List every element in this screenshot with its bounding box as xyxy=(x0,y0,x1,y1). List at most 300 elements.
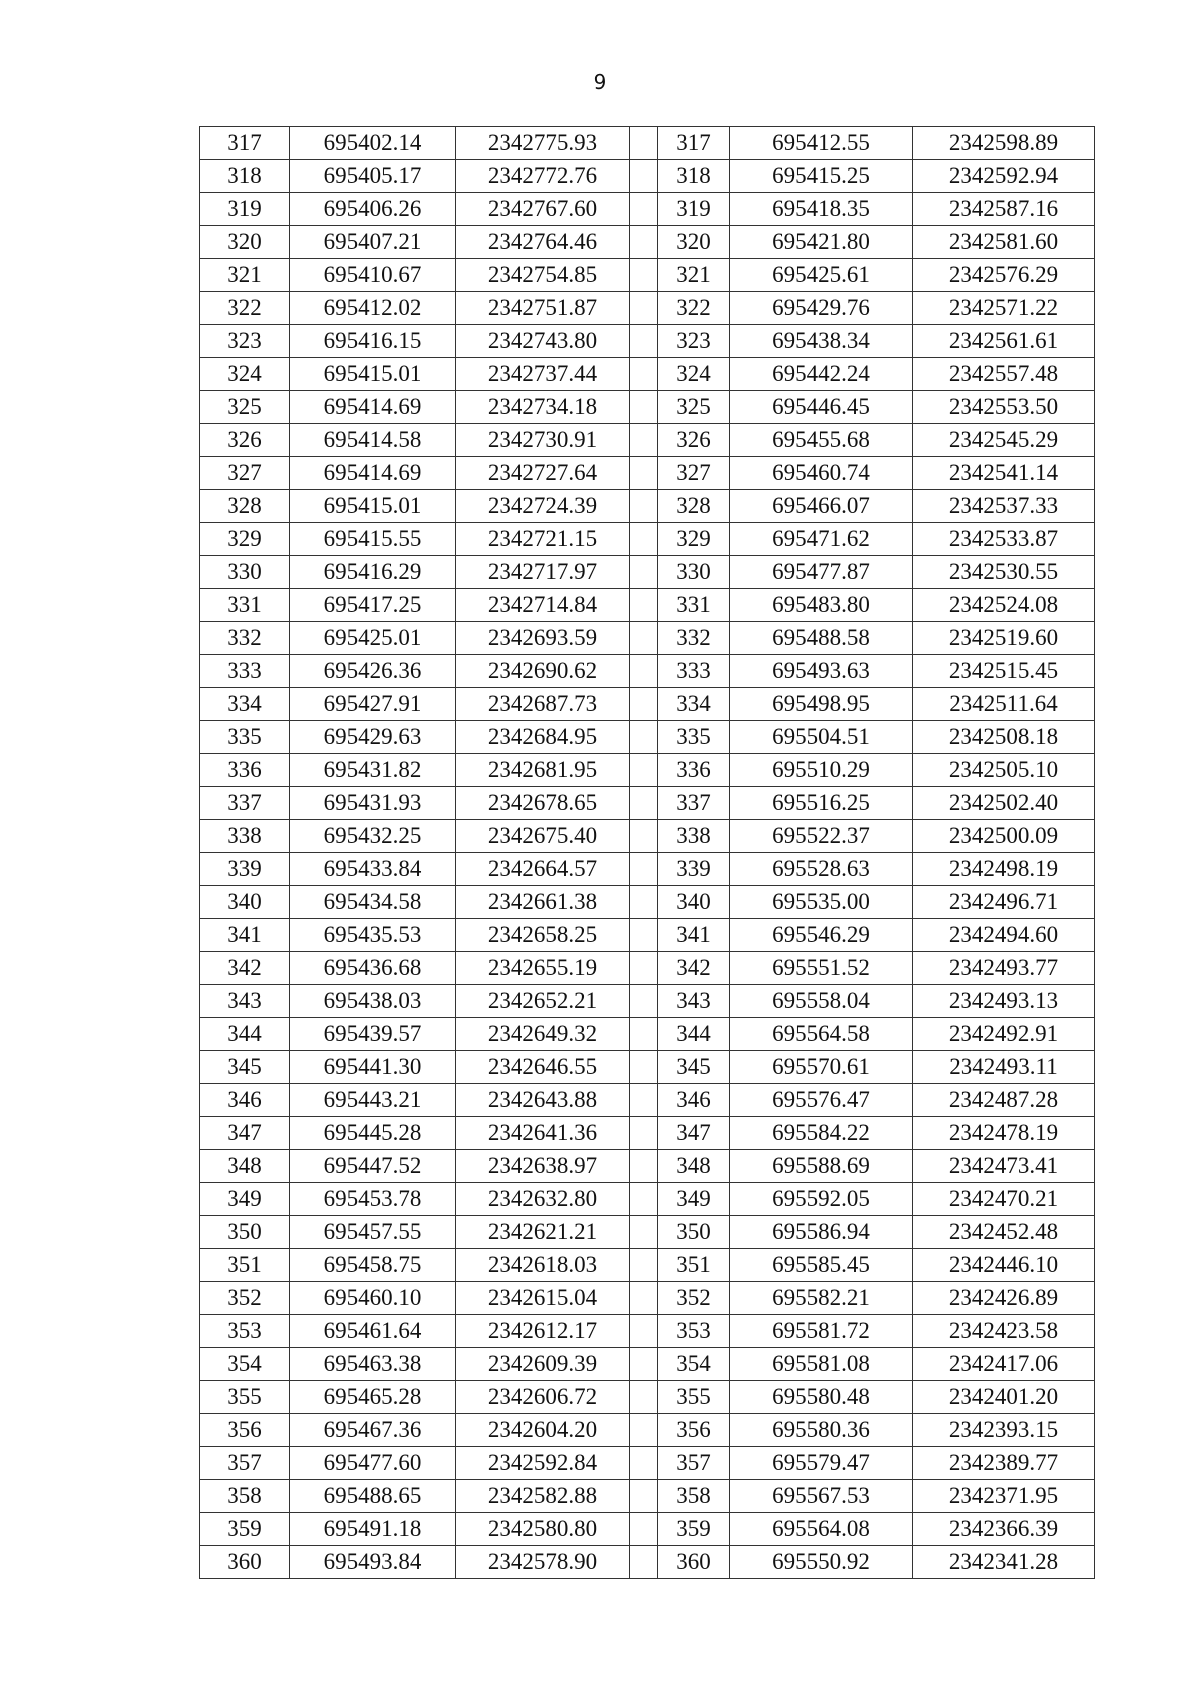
left-x-coordinate-cell: 695416.29 xyxy=(290,556,456,589)
spacer-cell xyxy=(630,358,658,391)
left-y-coordinate-cell: 2342743.80 xyxy=(456,325,630,358)
right-point-number-cell: 356 xyxy=(658,1414,730,1447)
page-number: 9 xyxy=(593,70,607,94)
right-x-coordinate-cell: 695466.07 xyxy=(730,490,913,523)
table-row xyxy=(200,1315,1095,1348)
left-x-coordinate-cell: 695416.15 xyxy=(290,325,456,358)
right-y-coordinate-cell: 2342533.87 xyxy=(913,523,1095,556)
spacer-cell xyxy=(630,259,658,292)
left-y-coordinate-cell: 2342751.87 xyxy=(456,292,630,325)
left-y-coordinate-cell: 2342675.40 xyxy=(456,820,630,853)
right-point-number-cell: 330 xyxy=(658,556,730,589)
spacer-cell xyxy=(630,1513,658,1546)
right-y-coordinate-cell: 2342494.60 xyxy=(913,919,1095,952)
table-row xyxy=(200,655,1095,688)
table-row xyxy=(200,754,1095,787)
right-x-coordinate-cell: 695438.34 xyxy=(730,325,913,358)
left-point-number-cell: 317 xyxy=(200,127,290,160)
left-point-number-cell: 355 xyxy=(200,1381,290,1414)
spacer-cell xyxy=(630,391,658,424)
left-y-coordinate-cell: 2342772.76 xyxy=(456,160,630,193)
table-row xyxy=(200,1150,1095,1183)
right-x-coordinate-cell: 695581.08 xyxy=(730,1348,913,1381)
spacer-cell xyxy=(630,721,658,754)
right-point-number-cell: 354 xyxy=(658,1348,730,1381)
left-point-number-cell: 343 xyxy=(200,985,290,1018)
right-x-coordinate-cell: 695442.24 xyxy=(730,358,913,391)
table-row xyxy=(200,1381,1095,1414)
right-y-coordinate-cell: 2342426.89 xyxy=(913,1282,1095,1315)
left-y-coordinate-cell: 2342632.80 xyxy=(456,1183,630,1216)
table-row xyxy=(200,259,1095,292)
right-y-coordinate-cell: 2342524.08 xyxy=(913,589,1095,622)
table-row xyxy=(200,589,1095,622)
table-row xyxy=(200,820,1095,853)
left-point-number-cell: 347 xyxy=(200,1117,290,1150)
left-y-coordinate-cell: 2342727.64 xyxy=(456,457,630,490)
table-row xyxy=(200,523,1095,556)
spacer-cell xyxy=(630,622,658,655)
table-row xyxy=(200,853,1095,886)
right-x-coordinate-cell: 695579.47 xyxy=(730,1447,913,1480)
left-x-coordinate-cell: 695415.01 xyxy=(290,490,456,523)
table-row xyxy=(200,292,1095,325)
right-x-coordinate-cell: 695488.58 xyxy=(730,622,913,655)
left-x-coordinate-cell: 695431.93 xyxy=(290,787,456,820)
right-x-coordinate-cell: 695510.29 xyxy=(730,754,913,787)
right-point-number-cell: 320 xyxy=(658,226,730,259)
left-y-coordinate-cell: 2342737.44 xyxy=(456,358,630,391)
left-x-coordinate-cell: 695402.14 xyxy=(290,127,456,160)
table-row xyxy=(200,919,1095,952)
left-x-coordinate-cell: 695443.21 xyxy=(290,1084,456,1117)
left-y-coordinate-cell: 2342649.32 xyxy=(456,1018,630,1051)
table-row xyxy=(200,1249,1095,1282)
left-point-number-cell: 322 xyxy=(200,292,290,325)
right-x-coordinate-cell: 695580.36 xyxy=(730,1414,913,1447)
left-y-coordinate-cell: 2342693.59 xyxy=(456,622,630,655)
spacer-cell xyxy=(630,919,658,952)
left-point-number-cell: 320 xyxy=(200,226,290,259)
right-point-number-cell: 329 xyxy=(658,523,730,556)
table-row xyxy=(200,1084,1095,1117)
left-point-number-cell: 344 xyxy=(200,1018,290,1051)
spacer-cell xyxy=(630,1216,658,1249)
right-y-coordinate-cell: 2342341.28 xyxy=(913,1546,1095,1579)
left-x-coordinate-cell: 695453.78 xyxy=(290,1183,456,1216)
left-y-coordinate-cell: 2342775.93 xyxy=(456,127,630,160)
right-y-coordinate-cell: 2342473.41 xyxy=(913,1150,1095,1183)
left-point-number-cell: 348 xyxy=(200,1150,290,1183)
right-point-number-cell: 346 xyxy=(658,1084,730,1117)
right-y-coordinate-cell: 2342515.45 xyxy=(913,655,1095,688)
table-row xyxy=(200,424,1095,457)
right-x-coordinate-cell: 695551.52 xyxy=(730,952,913,985)
right-y-coordinate-cell: 2342366.39 xyxy=(913,1513,1095,1546)
right-point-number-cell: 343 xyxy=(658,985,730,1018)
left-y-coordinate-cell: 2342606.72 xyxy=(456,1381,630,1414)
left-y-coordinate-cell: 2342615.04 xyxy=(456,1282,630,1315)
left-point-number-cell: 345 xyxy=(200,1051,290,1084)
left-x-coordinate-cell: 695407.21 xyxy=(290,226,456,259)
left-x-coordinate-cell: 695438.03 xyxy=(290,985,456,1018)
left-y-coordinate-cell: 2342578.90 xyxy=(456,1546,630,1579)
right-point-number-cell: 337 xyxy=(658,787,730,820)
left-x-coordinate-cell: 695493.84 xyxy=(290,1546,456,1579)
left-x-coordinate-cell: 695414.69 xyxy=(290,457,456,490)
right-point-number-cell: 349 xyxy=(658,1183,730,1216)
left-y-coordinate-cell: 2342592.84 xyxy=(456,1447,630,1480)
table-row xyxy=(200,1414,1095,1447)
left-y-coordinate-cell: 2342609.39 xyxy=(456,1348,630,1381)
spacer-cell xyxy=(630,1315,658,1348)
spacer-cell xyxy=(630,1051,658,1084)
right-x-coordinate-cell: 695477.87 xyxy=(730,556,913,589)
left-y-coordinate-cell: 2342717.97 xyxy=(456,556,630,589)
left-point-number-cell: 358 xyxy=(200,1480,290,1513)
right-point-number-cell: 318 xyxy=(658,160,730,193)
left-x-coordinate-cell: 695491.18 xyxy=(290,1513,456,1546)
left-x-coordinate-cell: 695406.26 xyxy=(290,193,456,226)
table-row xyxy=(200,886,1095,919)
table-row xyxy=(200,985,1095,1018)
right-y-coordinate-cell: 2342553.50 xyxy=(913,391,1095,424)
left-point-number-cell: 337 xyxy=(200,787,290,820)
left-point-number-cell: 334 xyxy=(200,688,290,721)
left-y-coordinate-cell: 2342604.20 xyxy=(456,1414,630,1447)
left-point-number-cell: 321 xyxy=(200,259,290,292)
left-point-number-cell: 323 xyxy=(200,325,290,358)
right-y-coordinate-cell: 2342557.48 xyxy=(913,358,1095,391)
right-point-number-cell: 341 xyxy=(658,919,730,952)
right-y-coordinate-cell: 2342571.22 xyxy=(913,292,1095,325)
spacer-cell xyxy=(630,688,658,721)
right-x-coordinate-cell: 695570.61 xyxy=(730,1051,913,1084)
right-point-number-cell: 335 xyxy=(658,721,730,754)
table-row xyxy=(200,193,1095,226)
table-row xyxy=(200,1216,1095,1249)
left-y-coordinate-cell: 2342678.65 xyxy=(456,787,630,820)
left-point-number-cell: 327 xyxy=(200,457,290,490)
right-x-coordinate-cell: 695586.94 xyxy=(730,1216,913,1249)
right-y-coordinate-cell: 2342592.94 xyxy=(913,160,1095,193)
spacer-cell xyxy=(630,1447,658,1480)
left-x-coordinate-cell: 695405.17 xyxy=(290,160,456,193)
right-x-coordinate-cell: 695415.25 xyxy=(730,160,913,193)
table-row xyxy=(200,556,1095,589)
right-x-coordinate-cell: 695425.61 xyxy=(730,259,913,292)
right-y-coordinate-cell: 2342561.61 xyxy=(913,325,1095,358)
right-point-number-cell: 324 xyxy=(658,358,730,391)
left-point-number-cell: 324 xyxy=(200,358,290,391)
table-row xyxy=(200,1546,1095,1579)
left-point-number-cell: 359 xyxy=(200,1513,290,1546)
left-point-number-cell: 336 xyxy=(200,754,290,787)
left-x-coordinate-cell: 695426.36 xyxy=(290,655,456,688)
left-x-coordinate-cell: 695461.64 xyxy=(290,1315,456,1348)
left-point-number-cell: 349 xyxy=(200,1183,290,1216)
right-x-coordinate-cell: 695592.05 xyxy=(730,1183,913,1216)
right-x-coordinate-cell: 695446.45 xyxy=(730,391,913,424)
spacer-cell xyxy=(630,1117,658,1150)
spacer-cell xyxy=(630,226,658,259)
right-y-coordinate-cell: 2342389.77 xyxy=(913,1447,1095,1480)
spacer-cell xyxy=(630,754,658,787)
right-y-coordinate-cell: 2342545.29 xyxy=(913,424,1095,457)
left-point-number-cell: 360 xyxy=(200,1546,290,1579)
right-y-coordinate-cell: 2342581.60 xyxy=(913,226,1095,259)
left-y-coordinate-cell: 2342767.60 xyxy=(456,193,630,226)
left-x-coordinate-cell: 695412.02 xyxy=(290,292,456,325)
right-x-coordinate-cell: 695585.45 xyxy=(730,1249,913,1282)
left-y-coordinate-cell: 2342621.21 xyxy=(456,1216,630,1249)
right-y-coordinate-cell: 2342502.40 xyxy=(913,787,1095,820)
table-row xyxy=(200,1480,1095,1513)
table-row xyxy=(200,1117,1095,1150)
left-x-coordinate-cell: 695447.52 xyxy=(290,1150,456,1183)
table-row xyxy=(200,1513,1095,1546)
right-x-coordinate-cell: 695471.62 xyxy=(730,523,913,556)
left-point-number-cell: 326 xyxy=(200,424,290,457)
spacer-cell xyxy=(630,1249,658,1282)
left-y-coordinate-cell: 2342714.84 xyxy=(456,589,630,622)
right-point-number-cell: 352 xyxy=(658,1282,730,1315)
right-y-coordinate-cell: 2342537.33 xyxy=(913,490,1095,523)
spacer-cell xyxy=(630,160,658,193)
right-x-coordinate-cell: 695564.58 xyxy=(730,1018,913,1051)
left-point-number-cell: 335 xyxy=(200,721,290,754)
right-point-number-cell: 350 xyxy=(658,1216,730,1249)
left-point-number-cell: 353 xyxy=(200,1315,290,1348)
table-row xyxy=(200,358,1095,391)
table-row xyxy=(200,1183,1095,1216)
left-x-coordinate-cell: 695463.38 xyxy=(290,1348,456,1381)
left-y-coordinate-cell: 2342690.62 xyxy=(456,655,630,688)
table-row xyxy=(200,787,1095,820)
left-y-coordinate-cell: 2342612.17 xyxy=(456,1315,630,1348)
right-y-coordinate-cell: 2342446.10 xyxy=(913,1249,1095,1282)
left-point-number-cell: 356 xyxy=(200,1414,290,1447)
table-row xyxy=(200,952,1095,985)
left-y-coordinate-cell: 2342582.88 xyxy=(456,1480,630,1513)
left-y-coordinate-cell: 2342618.03 xyxy=(456,1249,630,1282)
left-y-coordinate-cell: 2342643.88 xyxy=(456,1084,630,1117)
right-y-coordinate-cell: 2342371.95 xyxy=(913,1480,1095,1513)
right-x-coordinate-cell: 695498.95 xyxy=(730,688,913,721)
left-point-number-cell: 342 xyxy=(200,952,290,985)
right-point-number-cell: 357 xyxy=(658,1447,730,1480)
right-point-number-cell: 326 xyxy=(658,424,730,457)
table-row xyxy=(200,391,1095,424)
right-x-coordinate-cell: 695582.21 xyxy=(730,1282,913,1315)
table-row xyxy=(200,1348,1095,1381)
left-x-coordinate-cell: 695435.53 xyxy=(290,919,456,952)
left-x-coordinate-cell: 695414.58 xyxy=(290,424,456,457)
left-x-coordinate-cell: 695415.01 xyxy=(290,358,456,391)
left-x-coordinate-cell: 695415.55 xyxy=(290,523,456,556)
left-y-coordinate-cell: 2342664.57 xyxy=(456,853,630,886)
spacer-cell xyxy=(630,589,658,622)
left-x-coordinate-cell: 695434.58 xyxy=(290,886,456,919)
left-point-number-cell: 357 xyxy=(200,1447,290,1480)
right-y-coordinate-cell: 2342452.48 xyxy=(913,1216,1095,1249)
spacer-cell xyxy=(630,1183,658,1216)
spacer-cell xyxy=(630,292,658,325)
right-x-coordinate-cell: 695483.80 xyxy=(730,589,913,622)
right-y-coordinate-cell: 2342587.16 xyxy=(913,193,1095,226)
left-x-coordinate-cell: 695465.28 xyxy=(290,1381,456,1414)
right-point-number-cell: 360 xyxy=(658,1546,730,1579)
table-row xyxy=(200,127,1095,160)
left-point-number-cell: 350 xyxy=(200,1216,290,1249)
right-x-coordinate-cell: 695460.74 xyxy=(730,457,913,490)
right-x-coordinate-cell: 695567.53 xyxy=(730,1480,913,1513)
right-x-coordinate-cell: 695588.69 xyxy=(730,1150,913,1183)
right-point-number-cell: 333 xyxy=(658,655,730,688)
right-y-coordinate-cell: 2342493.77 xyxy=(913,952,1095,985)
table-row xyxy=(200,1282,1095,1315)
left-x-coordinate-cell: 695433.84 xyxy=(290,853,456,886)
left-point-number-cell: 333 xyxy=(200,655,290,688)
spacer-cell xyxy=(630,424,658,457)
right-y-coordinate-cell: 2342498.19 xyxy=(913,853,1095,886)
spacer-cell xyxy=(630,523,658,556)
coordinate-table xyxy=(199,126,1095,1579)
left-x-coordinate-cell: 695441.30 xyxy=(290,1051,456,1084)
table-row xyxy=(200,622,1095,655)
left-point-number-cell: 330 xyxy=(200,556,290,589)
right-point-number-cell: 338 xyxy=(658,820,730,853)
right-y-coordinate-cell: 2342470.21 xyxy=(913,1183,1095,1216)
right-y-coordinate-cell: 2342478.19 xyxy=(913,1117,1095,1150)
right-x-coordinate-cell: 695550.92 xyxy=(730,1546,913,1579)
left-x-coordinate-cell: 695488.65 xyxy=(290,1480,456,1513)
spacer-cell xyxy=(630,1381,658,1414)
left-y-coordinate-cell: 2342681.95 xyxy=(456,754,630,787)
right-x-coordinate-cell: 695412.55 xyxy=(730,127,913,160)
right-y-coordinate-cell: 2342598.89 xyxy=(913,127,1095,160)
right-point-number-cell: 331 xyxy=(658,589,730,622)
right-point-number-cell: 358 xyxy=(658,1480,730,1513)
table-row xyxy=(200,226,1095,259)
spacer-cell xyxy=(630,952,658,985)
right-point-number-cell: 351 xyxy=(658,1249,730,1282)
spacer-cell xyxy=(630,490,658,523)
left-y-coordinate-cell: 2342638.97 xyxy=(456,1150,630,1183)
right-x-coordinate-cell: 695421.80 xyxy=(730,226,913,259)
left-point-number-cell: 318 xyxy=(200,160,290,193)
left-point-number-cell: 351 xyxy=(200,1249,290,1282)
left-point-number-cell: 354 xyxy=(200,1348,290,1381)
right-x-coordinate-cell: 695429.76 xyxy=(730,292,913,325)
right-x-coordinate-cell: 695546.29 xyxy=(730,919,913,952)
right-point-number-cell: 359 xyxy=(658,1513,730,1546)
right-y-coordinate-cell: 2342401.20 xyxy=(913,1381,1095,1414)
right-y-coordinate-cell: 2342519.60 xyxy=(913,622,1095,655)
table-row xyxy=(200,457,1095,490)
spacer-cell xyxy=(630,886,658,919)
table-row xyxy=(200,325,1095,358)
left-y-coordinate-cell: 2342641.36 xyxy=(456,1117,630,1150)
right-y-coordinate-cell: 2342493.11 xyxy=(913,1051,1095,1084)
spacer-cell xyxy=(630,985,658,1018)
right-point-number-cell: 340 xyxy=(658,886,730,919)
left-y-coordinate-cell: 2342652.21 xyxy=(456,985,630,1018)
left-point-number-cell: 346 xyxy=(200,1084,290,1117)
left-point-number-cell: 325 xyxy=(200,391,290,424)
left-point-number-cell: 319 xyxy=(200,193,290,226)
right-y-coordinate-cell: 2342576.29 xyxy=(913,259,1095,292)
spacer-cell xyxy=(630,787,658,820)
spacer-cell xyxy=(630,1546,658,1579)
spacer-cell xyxy=(630,1282,658,1315)
right-y-coordinate-cell: 2342511.64 xyxy=(913,688,1095,721)
left-y-coordinate-cell: 2342687.73 xyxy=(456,688,630,721)
right-x-coordinate-cell: 695528.63 xyxy=(730,853,913,886)
left-y-coordinate-cell: 2342764.46 xyxy=(456,226,630,259)
right-point-number-cell: 342 xyxy=(658,952,730,985)
right-y-coordinate-cell: 2342423.58 xyxy=(913,1315,1095,1348)
right-point-number-cell: 336 xyxy=(658,754,730,787)
left-x-coordinate-cell: 695432.25 xyxy=(290,820,456,853)
left-y-coordinate-cell: 2342655.19 xyxy=(456,952,630,985)
spacer-cell xyxy=(630,457,658,490)
right-point-number-cell: 355 xyxy=(658,1381,730,1414)
right-x-coordinate-cell: 695584.22 xyxy=(730,1117,913,1150)
right-point-number-cell: 348 xyxy=(658,1150,730,1183)
right-x-coordinate-cell: 695516.25 xyxy=(730,787,913,820)
left-x-coordinate-cell: 695439.57 xyxy=(290,1018,456,1051)
right-y-coordinate-cell: 2342493.13 xyxy=(913,985,1095,1018)
right-y-coordinate-cell: 2342496.71 xyxy=(913,886,1095,919)
right-y-coordinate-cell: 2342393.15 xyxy=(913,1414,1095,1447)
left-x-coordinate-cell: 695467.36 xyxy=(290,1414,456,1447)
left-x-coordinate-cell: 695457.55 xyxy=(290,1216,456,1249)
right-point-number-cell: 345 xyxy=(658,1051,730,1084)
spacer-cell xyxy=(630,1414,658,1447)
right-y-coordinate-cell: 2342500.09 xyxy=(913,820,1095,853)
right-point-number-cell: 327 xyxy=(658,457,730,490)
coordinate-table-body xyxy=(200,127,1095,1579)
right-x-coordinate-cell: 695564.08 xyxy=(730,1513,913,1546)
spacer-cell xyxy=(630,1480,658,1513)
left-x-coordinate-cell: 695427.91 xyxy=(290,688,456,721)
right-point-number-cell: 319 xyxy=(658,193,730,226)
spacer-cell xyxy=(630,820,658,853)
left-x-coordinate-cell: 695410.67 xyxy=(290,259,456,292)
spacer-cell xyxy=(630,1018,658,1051)
right-point-number-cell: 322 xyxy=(658,292,730,325)
left-x-coordinate-cell: 695460.10 xyxy=(290,1282,456,1315)
right-x-coordinate-cell: 695535.00 xyxy=(730,886,913,919)
table-row xyxy=(200,160,1095,193)
spacer-cell xyxy=(630,1348,658,1381)
left-y-coordinate-cell: 2342724.39 xyxy=(456,490,630,523)
table-row xyxy=(200,721,1095,754)
left-point-number-cell: 339 xyxy=(200,853,290,886)
left-y-coordinate-cell: 2342754.85 xyxy=(456,259,630,292)
right-x-coordinate-cell: 695581.72 xyxy=(730,1315,913,1348)
left-x-coordinate-cell: 695425.01 xyxy=(290,622,456,655)
right-y-coordinate-cell: 2342530.55 xyxy=(913,556,1095,589)
left-x-coordinate-cell: 695477.60 xyxy=(290,1447,456,1480)
table-row xyxy=(200,1018,1095,1051)
left-x-coordinate-cell: 695414.69 xyxy=(290,391,456,424)
left-y-coordinate-cell: 2342646.55 xyxy=(456,1051,630,1084)
left-x-coordinate-cell: 695431.82 xyxy=(290,754,456,787)
right-y-coordinate-cell: 2342541.14 xyxy=(913,457,1095,490)
right-x-coordinate-cell: 695418.35 xyxy=(730,193,913,226)
